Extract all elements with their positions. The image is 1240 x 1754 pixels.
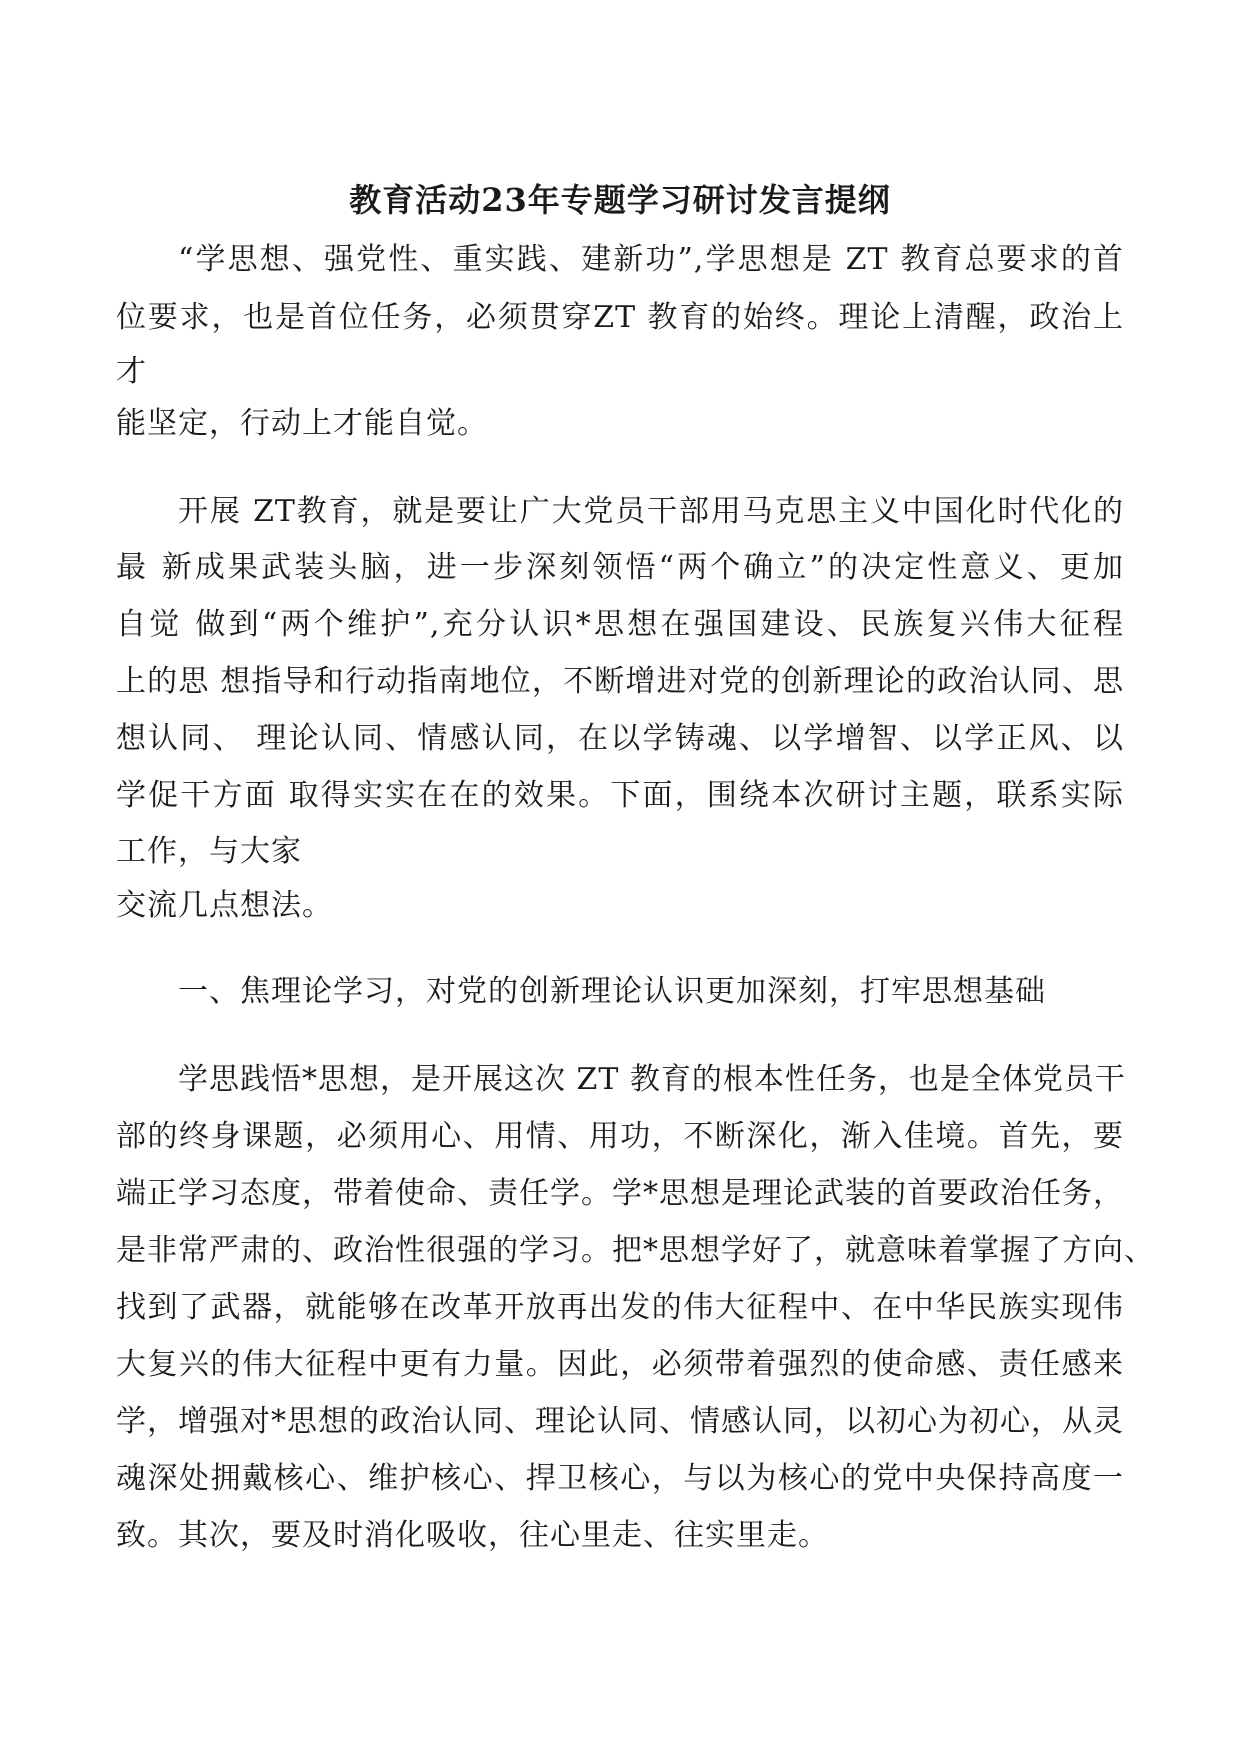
paragraph-line: 魂深处拥戴核心、维护核心、捍卫核心，与以为核心的党中央保持高度一	[116, 1461, 1124, 1496]
paragraph-line: “学思想、强党性、重实践、建新功”,学思想是 ZT 教育总要求的首	[178, 242, 1124, 277]
paragraph-line: 位要求，也是首位任务，必须贯穿ZT 教育的始终。理论上清醒，政治上	[116, 300, 1124, 335]
paragraph-line: 能坚定，行动上才能自觉。	[116, 406, 488, 441]
paragraph-line: 学思践悟*思想，是开展这次 ZT 教育的根本性任务，也是全体党员干	[178, 1062, 1126, 1097]
paragraph-line: 工作，与大家	[116, 834, 302, 869]
paragraph-line: 是非常严肃的、政治性很强的学习。把*思想学好了，就意味着掌握了方向、	[116, 1233, 1155, 1268]
paragraph-line: 想认同、 理论认同、情感认同，在以学铸魂、以学增智、以学正风、以	[116, 721, 1124, 756]
paragraph-line: 开展 ZT教育，就是要让广大党员干部用马克思主义中国化时代化的	[178, 494, 1124, 529]
document-title: 教育活动23年专题学习研讨发言提纲	[349, 181, 891, 219]
paragraph-line: 上的思 想指导和行动指南地位，不断增进对党的创新理论的政治认同、思	[116, 664, 1124, 699]
paragraph-line: 才	[116, 354, 147, 389]
paragraph-line: 自觉 做到“两个维护”,充分认识*思想在强国建设、民族复兴伟大征程	[116, 607, 1124, 642]
paragraph-line: 致。其次，要及时消化吸收，往心里走、往实里走。	[116, 1518, 829, 1553]
paragraph-line: 最 新成果武装头脑，进一步深刻领悟“两个确立”的决定性意义、更加	[116, 550, 1124, 585]
paragraph-line: 大复兴的伟大征程中更有力量。因此，必须带着强烈的使命感、责任感来	[116, 1347, 1124, 1382]
section-heading: 一、焦理论学习，对党的创新理论认识更加深刻，打牢思想基础	[178, 974, 1046, 1009]
paragraph-line: 找到了武器，就能够在改革开放再出发的伟大征程中、在中华民族实现伟	[116, 1290, 1124, 1325]
paragraph-line: 学促干方面 取得实实在在的效果。下面，围绕本次研讨主题，联系实际	[116, 778, 1124, 813]
paragraph-line: 部的终身课题，必须用心、用情、用功，不断深化，渐入佳境。首先，要	[116, 1119, 1124, 1154]
paragraph-line: 交流几点想法。	[116, 888, 333, 923]
paragraph-line: 端正学习态度，带着使命、责任学。学*思想是理论武装的首要政治任务，	[116, 1176, 1124, 1211]
paragraph-line: 学，增强对*思想的政治认同、理论认同、情感认同，以初心为初心，从灵	[116, 1404, 1124, 1439]
